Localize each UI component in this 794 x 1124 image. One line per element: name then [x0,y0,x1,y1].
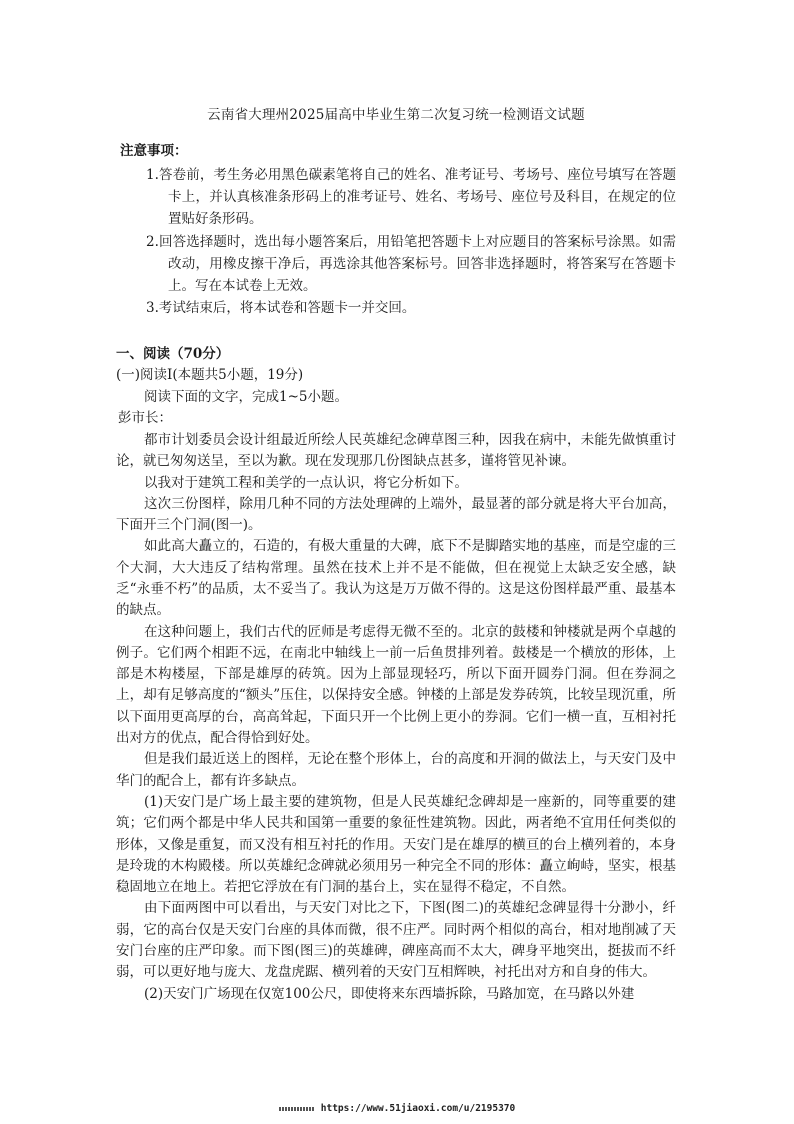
page-footer [0,1103,794,1114]
footer-url-link[interactable]: https://www.51jiaoxi.com/u/2195370 [320,1103,516,1114]
notice-list [116,164,676,319]
body-paragraph: (2)天安门广场现在仅宽100公尺，即使将来东西墙拆除，马路加宽，在马路以外建 [144,985,635,1002]
body-paragraph: 在这种问题上，我们古代的匠师是考虑得无微不至的。北京的鼓楼和钟楼就是两个卓越的例子。它们两个相距不远，在南北中轴线上一前一后鱼贯排列着。鼓楼是一个横放的形体，上部是木构楼屋，下部是雄厚的砖筑。因为上部显现轻巧，所以下面开圆券门洞。但在券洞之上，却有足够高度的“额头”压住，以保持安全感。钟楼的上部是发券砖筑，比较呈现沉重，所以下面用更高厚的台，高高耸起，下面只开一个比例上更小的券洞。它们一横一直，互相衬托出对方的优点，配合得恰到好处。 [116,623,676,747]
notice-item: 1.答卷前，考生务必用黑色碳素笔将自己的姓名、准考证号、考场号、座位号填写在答题卡上，并认真核准条形码上的准考证号、姓名、考场号、座位号及科目，在规定的位置贴好条形码。 [146,167,676,228]
notice-heading: 注意事项： [120,143,188,159]
body-paragraph: 这次三份图样，除用几种不同的方法处理碑的上端外，最显著的部分就是将大平台加高，下面开三个门洞(图一)。 [116,495,676,534]
body-paragraph: 以我对于建筑工程和美学的一点认识，将它分析如下。 [144,474,468,491]
reading-instruction: 阅读下面的文字，完成1~5小题。 [144,388,348,405]
body-paragraph: 如此高大矗立的，石造的，有极大重量的大碑，底下不是脚踏实地的基座，而是空虚的三个大洞，大大违反了结构常理。虽然在技术上并不是不能做，但在视觉上太缺乏安全感，缺乏“永垂不朽”的品质，太不妥当了。我认为这是万万做不得的。这是这份图样最严重、最基本的缺点。 [116,538,676,619]
exam-title: 云南省大理州2025届高中毕业生第二次复习统一检测语文试题 [207,107,585,123]
body-paragraph: 都市计划委员会设计组最近所绘人民英雄纪念碑草图三种，因我在病中，未能先做慎重讨论，就已匆匆送呈，至以为歉。现在发现那几份图缺点甚多，谨将管见补谏。 [116,431,676,470]
exam-page [116,104,676,1005]
body-paragraph: 但是我们最近送上的图样，无论在整个形体上，台的高度和开洞的做法上，与天安门及中华门的配合上，都有许多缺点。 [116,751,676,789]
body-paragraph: (1)天安门是广场上最主要的建筑物，但是人民英雄纪念碑却是一座新的，同等重要的建筑；它们两个都是中华人民共和国第一重要的象征性建筑物。因此，两者绝不宜用任何类似的形体，又像是重复，而又没有相互衬托的作用。天安门是在雄厚的横亘的台上横列着的，本身是玲珑的木构殿楼。所以英雄纪念碑就必须用另一种完全不同的形体：矗立峋峙，坚实，根基稳固地立在地上。若把它浮放在有门洞的基台上，实在显得不稳定，不自然。 [116,793,676,896]
section-heading: 一、阅读（70分） [116,346,230,363]
notice-item: 3.考试结束后，将本试卷和答题卡一并交回。 [146,300,416,317]
notice-item: 2.回答选择题时，选出每小题答案后，用铅笔把答题卡上对应题目的答案标号涂黑。如需改动，用橡皮擦干净后，再选涂其他答案标号。回答非选择题时，将答案写在答题卡上。写在本试卷上无效。 [146,233,676,295]
body-paragraph: 由下面两图中可以看出，与天安门对比之下，下图(图二)的英雄纪念碑显得十分渺小，纤弱，它的高台仅是天安门台座的具体而微，很不庄严。同时两个相似的高台，相对地削减了天安门台座的庄严印象。而下图(图三)的英雄碑，碑座高而不太大，碑身平地突出，挺拔而不纤弱，可以更好地与庞大、龙盘虎踞、横列着的天安门互相辉映，衬托出对方和自身的伟大。 [116,900,676,981]
reading-subheading: (一)阅读Ⅰ(本题共5小题，19分) [116,367,304,384]
letter-salutation: 彭市长： [118,410,172,427]
watermark-mark-icon [279,1107,315,1111]
